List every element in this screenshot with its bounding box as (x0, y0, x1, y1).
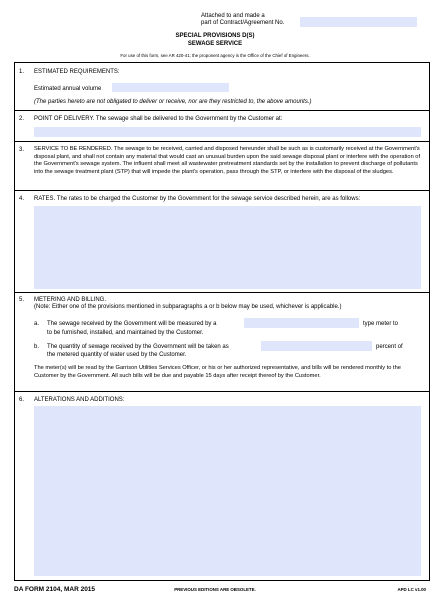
section-5-title: METERING AND BILLING. (34, 297, 107, 303)
rates-field[interactable] (34, 206, 421, 289)
meter-reading-text: The meter(s) will be read by the Garrison Utilities Services Officer, or his or her authorized representative, and bills will be rendered monthly to the Customer by the Government. All such bills will be due and payable 15 days after receipt thereof by the Customer. (34, 365, 401, 379)
frame-top-border (14, 62, 430, 63)
section-5-note: (Note: Either one of the provisions mentioned in subparagraphs a or b below may be used, whichever is applicable.) (34, 304, 342, 310)
meter-type-field[interactable] (244, 318, 359, 328)
section-1-note: (The parties hereto are not obligated to deliver or receive, nor are they restricted to, the above amounts.) (34, 99, 312, 105)
subparagraph-b-text-cont: percent of (376, 344, 403, 350)
subparagraph-b-text-line2: the metered quantity of water used by the Customer. (47, 352, 187, 358)
section-3-number: 3. (19, 147, 25, 153)
subparagraph-b-label: b. (34, 344, 40, 350)
subparagraph-a-text-line2: to be furnished, installed, and maintained by the Customer. (47, 330, 204, 336)
version-label: APD LC v1.00 (397, 587, 426, 592)
section-3-text: SERVICE TO BE RENDERED. The sewage to be received, carried and disposed hereunder shall be such as is customarily received at the Government's disposal plant, and shall not contain any material that would cast an unusual burden upon the said sewage disposal plant or interfere with the operation of the Government's sewage system. The influent shall meet all wastewater pretreatment standards set by the installation to prevent discharge of pollutants into the sewage treatment plant (STP) that will impede the plant's operation, pass through the STP, or interfere with the disposal of the sludges. (34, 146, 421, 175)
annual-volume-label: Estimated annual volume (34, 86, 102, 92)
subparagraph-a-text-cont: type meter to (363, 321, 399, 327)
section-4-text: RATES. The rates to be charged the Customer by the Government for the sewage service described herein, are as follows: (34, 196, 361, 202)
section-3-divider (14, 190, 430, 191)
section-5-number: 5. (19, 297, 25, 303)
frame-left-border (14, 62, 15, 581)
contract-number-field[interactable] (300, 17, 417, 27)
form-title-line2: SEWAGE SERVICE (187, 41, 243, 47)
point-of-delivery-field[interactable] (34, 127, 421, 137)
section-2-text: POINT OF DELIVERY. The sewage shall be delivered to the Government by the Customer at: (34, 116, 283, 122)
section-2-number: 2. (19, 116, 25, 122)
subparagraph-a-label: a. (34, 321, 40, 327)
section-1-number: 1. (19, 69, 25, 75)
subparagraph-b-text: The quantity of sewage received by the Government will be taken as (47, 344, 229, 350)
form-title-line1: SPECIAL PROVISIONS D(S) (175, 33, 255, 39)
attached-label-line2: part of Contract/Agreement No. (201, 20, 285, 26)
section-6-number: 6. (19, 397, 25, 403)
previous-editions-note: PREVIOUS EDITIONS ARE OBSOLETE. (174, 587, 256, 592)
section-4-number: 4. (19, 196, 25, 202)
alterations-additions-field[interactable] (34, 406, 421, 576)
attached-label-line1: Attached to and made a (201, 13, 265, 19)
proponent-note: For use of this form, see AR 420-41; the proponent agency is the Office of the Chief of Engineers. (120, 53, 310, 58)
section-1-title: ESTIMATED REQUIREMENTS: (34, 69, 120, 75)
section-6-title: ALTERATIONS AND ADDITIONS: (34, 397, 125, 403)
percent-field[interactable] (261, 341, 372, 351)
annual-volume-field[interactable] (112, 83, 229, 92)
section-1-divider (14, 110, 430, 111)
subparagraph-a-text: The sewage received by the Government will be measured by a (47, 321, 217, 327)
section-2-divider (14, 141, 430, 142)
frame-bottom-border (14, 580, 430, 581)
section-4-divider (14, 292, 430, 293)
form-identifier: DA FORM 2104, MAR 2015 (14, 586, 96, 593)
section-5-divider (14, 391, 430, 392)
